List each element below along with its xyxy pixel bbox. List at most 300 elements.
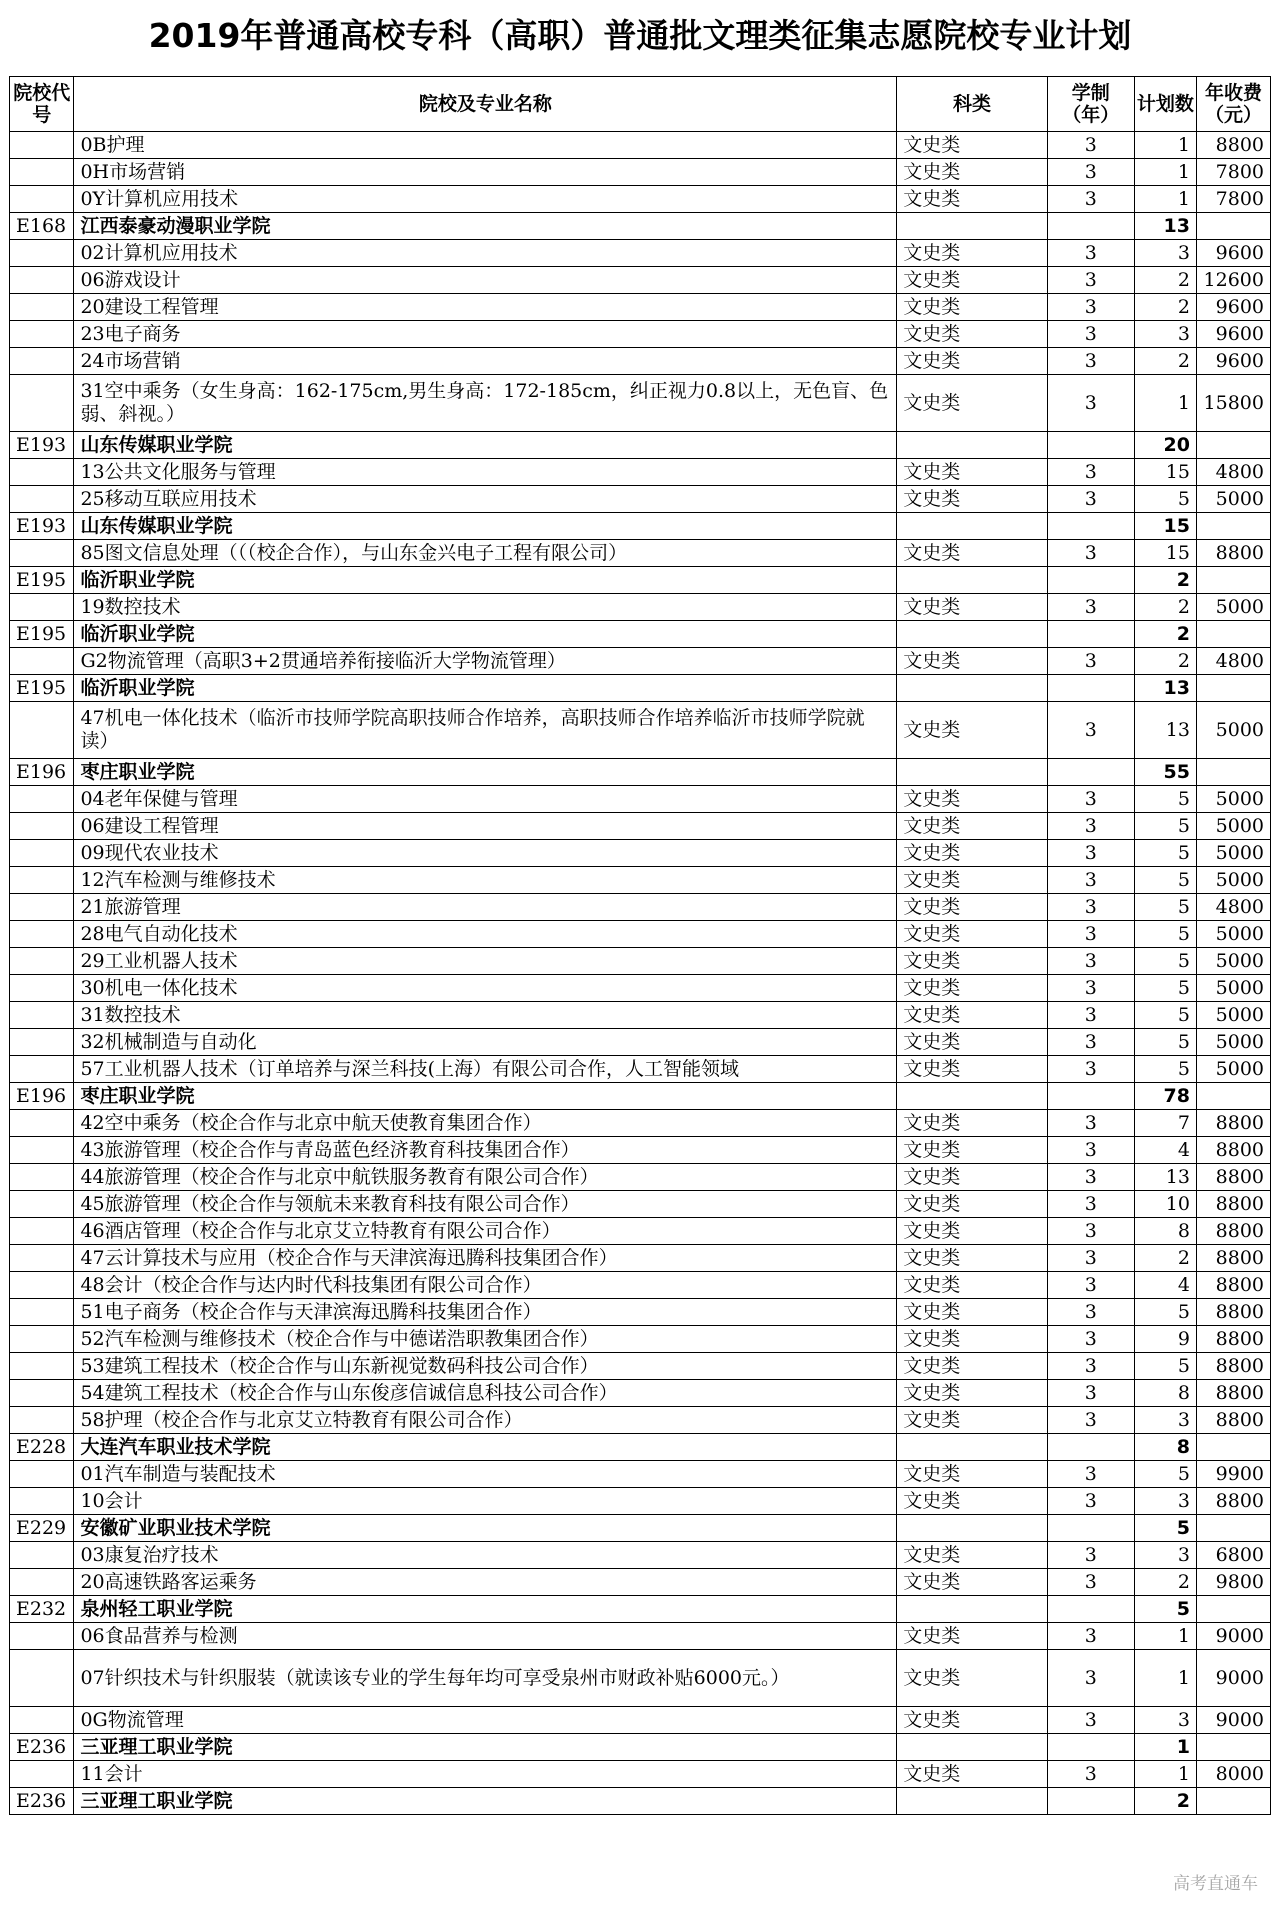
cell-category: 文史类 <box>897 1761 1047 1788</box>
enrollment-plan-table <box>9 76 1271 1815</box>
cell-code <box>10 1461 74 1488</box>
major-row <box>10 1272 1271 1299</box>
cell-name: 42空中乘务（校企合作与北京中航天使教育集团合作） <box>74 1110 897 1137</box>
cell-fee: 9600 <box>1196 321 1270 348</box>
cell-years <box>1047 1788 1134 1815</box>
cell-fee: 6800 <box>1196 1542 1270 1569</box>
cell-code <box>10 540 74 567</box>
cell-name: 19数控技术 <box>74 594 897 621</box>
cell-code <box>10 1299 74 1326</box>
cell-code <box>10 1326 74 1353</box>
cell-plan: 5 <box>1134 786 1196 813</box>
cell-fee: 8800 <box>1196 1299 1270 1326</box>
cell-years: 3 <box>1047 648 1134 675</box>
major-row <box>10 1707 1271 1734</box>
school-row <box>10 621 1271 648</box>
cell-years: 3 <box>1047 921 1134 948</box>
cell-years: 3 <box>1047 1761 1134 1788</box>
cell-category: 文史类 <box>897 486 1047 513</box>
cell-fee: 5000 <box>1196 840 1270 867</box>
cell-name: 临沂职业学院 <box>74 567 897 594</box>
cell-fee <box>1196 513 1270 540</box>
header-years: 学制（年） <box>1047 77 1134 132</box>
cell-years <box>1047 213 1134 240</box>
cell-years: 3 <box>1047 1110 1134 1137</box>
cell-category <box>897 213 1047 240</box>
cell-years: 3 <box>1047 1707 1134 1734</box>
school-row <box>10 759 1271 786</box>
cell-fee: 8800 <box>1196 132 1270 159</box>
cell-name: 31空中乘务（女生身高：162-175cm,男生身高：172-185cm，纠正视力0.8以上，无色盲、色弱、斜视。） <box>74 375 897 432</box>
cell-fee <box>1196 759 1270 786</box>
cell-code <box>10 375 74 432</box>
cell-code: E196 <box>10 1083 74 1110</box>
cell-years: 3 <box>1047 813 1134 840</box>
cell-code: E236 <box>10 1734 74 1761</box>
cell-category: 文史类 <box>897 159 1047 186</box>
table-header-row <box>10 77 1271 132</box>
cell-code <box>10 1218 74 1245</box>
cell-code <box>10 486 74 513</box>
cell-years <box>1047 1596 1134 1623</box>
cell-plan: 1 <box>1134 1623 1196 1650</box>
major-row <box>10 267 1271 294</box>
cell-fee: 9000 <box>1196 1707 1270 1734</box>
cell-years: 3 <box>1047 159 1134 186</box>
cell-plan: 15 <box>1134 459 1196 486</box>
cell-name: 25移动互联应用技术 <box>74 486 897 513</box>
cell-years: 3 <box>1047 294 1134 321</box>
cell-name: 泉州轻工职业学院 <box>74 1596 897 1623</box>
cell-fee: 5000 <box>1196 921 1270 948</box>
cell-code <box>10 132 74 159</box>
cell-category: 文史类 <box>897 1326 1047 1353</box>
cell-code <box>10 894 74 921</box>
cell-fee: 9800 <box>1196 1569 1270 1596</box>
cell-fee: 8000 <box>1196 1761 1270 1788</box>
cell-name: 85图文信息处理（（（校企合作），与山东金兴电子工程有限公司） <box>74 540 897 567</box>
cell-fee: 4800 <box>1196 648 1270 675</box>
cell-code: E228 <box>10 1434 74 1461</box>
cell-category: 文史类 <box>897 132 1047 159</box>
cell-plan: 13 <box>1134 213 1196 240</box>
cell-code: E168 <box>10 213 74 240</box>
cell-years <box>1047 1515 1134 1542</box>
major-row <box>10 786 1271 813</box>
cell-code: E232 <box>10 1596 74 1623</box>
cell-plan: 13 <box>1134 675 1196 702</box>
major-row <box>10 1137 1271 1164</box>
cell-code <box>10 1623 74 1650</box>
cell-fee: 5000 <box>1196 1002 1270 1029</box>
cell-name: 58护理（校企合作与北京艾立特教育有限公司合作） <box>74 1407 897 1434</box>
cell-fee: 5000 <box>1196 1056 1270 1083</box>
cell-plan: 3 <box>1134 1488 1196 1515</box>
cell-category: 文史类 <box>897 540 1047 567</box>
major-row <box>10 1326 1271 1353</box>
cell-plan: 2 <box>1134 267 1196 294</box>
cell-years: 3 <box>1047 240 1134 267</box>
cell-years: 3 <box>1047 1326 1134 1353</box>
cell-plan: 2 <box>1134 348 1196 375</box>
school-row <box>10 675 1271 702</box>
cell-code: E195 <box>10 567 74 594</box>
cell-years: 3 <box>1047 840 1134 867</box>
cell-name: 24市场营销 <box>74 348 897 375</box>
cell-plan: 2 <box>1134 621 1196 648</box>
cell-code <box>10 1761 74 1788</box>
cell-years: 3 <box>1047 1218 1134 1245</box>
major-row <box>10 1542 1271 1569</box>
cell-code <box>10 948 74 975</box>
cell-plan: 55 <box>1134 759 1196 786</box>
cell-plan: 5 <box>1134 1515 1196 1542</box>
cell-code <box>10 240 74 267</box>
cell-fee <box>1196 1734 1270 1761</box>
cell-code <box>10 594 74 621</box>
cell-name: 20建设工程管理 <box>74 294 897 321</box>
cell-plan: 13 <box>1134 702 1196 759</box>
cell-plan: 5 <box>1134 1056 1196 1083</box>
cell-plan: 3 <box>1134 321 1196 348</box>
cell-plan: 8 <box>1134 1380 1196 1407</box>
cell-code: E196 <box>10 759 74 786</box>
cell-plan: 15 <box>1134 540 1196 567</box>
cell-code <box>10 1542 74 1569</box>
cell-years: 3 <box>1047 1569 1134 1596</box>
cell-fee: 8800 <box>1196 1272 1270 1299</box>
cell-years: 3 <box>1047 1650 1134 1707</box>
cell-name: 20高速铁路客运乘务 <box>74 1569 897 1596</box>
cell-code <box>10 1569 74 1596</box>
cell-name: 07针织技术与针织服装（就读该专业的学生每年均可享受泉州市财政补贴6000元。） <box>74 1650 897 1707</box>
cell-name: 21旅游管理 <box>74 894 897 921</box>
cell-years <box>1047 621 1134 648</box>
cell-plan: 2 <box>1134 1569 1196 1596</box>
cell-code: E193 <box>10 513 74 540</box>
cell-category: 文史类 <box>897 1056 1047 1083</box>
major-row <box>10 921 1271 948</box>
cell-fee <box>1196 1596 1270 1623</box>
header-plan: 计划数 <box>1134 77 1196 132</box>
cell-years: 3 <box>1047 1488 1134 1515</box>
cell-category <box>897 432 1047 459</box>
cell-code: E236 <box>10 1788 74 1815</box>
cell-category <box>897 675 1047 702</box>
cell-plan: 3 <box>1134 1707 1196 1734</box>
cell-name: 0B护理 <box>74 132 897 159</box>
cell-years: 3 <box>1047 132 1134 159</box>
cell-years: 3 <box>1047 1623 1134 1650</box>
cell-name: 0Y计算机应用技术 <box>74 186 897 213</box>
cell-category <box>897 1788 1047 1815</box>
cell-years: 3 <box>1047 1002 1134 1029</box>
cell-fee: 5000 <box>1196 948 1270 975</box>
cell-years: 3 <box>1047 1461 1134 1488</box>
cell-plan: 78 <box>1134 1083 1196 1110</box>
cell-fee: 8800 <box>1196 1488 1270 1515</box>
cell-years: 3 <box>1047 1299 1134 1326</box>
header-code: 院校代号 <box>10 77 74 132</box>
school-row <box>10 513 1271 540</box>
cell-code <box>10 267 74 294</box>
cell-fee: 9000 <box>1196 1650 1270 1707</box>
cell-plan: 2 <box>1134 594 1196 621</box>
major-row <box>10 1056 1271 1083</box>
cell-code <box>10 1029 74 1056</box>
cell-plan: 1 <box>1134 1734 1196 1761</box>
major-row <box>10 1623 1271 1650</box>
cell-plan: 10 <box>1134 1191 1196 1218</box>
table-body <box>10 132 1271 1815</box>
school-row <box>10 1515 1271 1542</box>
cell-plan: 5 <box>1134 486 1196 513</box>
cell-name: 0G物流管理 <box>74 1707 897 1734</box>
cell-code <box>10 1488 74 1515</box>
major-row <box>10 186 1271 213</box>
cell-name: 三亚理工职业学院 <box>74 1788 897 1815</box>
cell-code <box>10 921 74 948</box>
cell-code <box>10 1110 74 1137</box>
cell-years <box>1047 1434 1134 1461</box>
cell-code <box>10 1272 74 1299</box>
cell-fee: 12600 <box>1196 267 1270 294</box>
cell-years: 3 <box>1047 375 1134 432</box>
school-row <box>10 1083 1271 1110</box>
cell-name: 枣庄职业学院 <box>74 759 897 786</box>
major-row <box>10 1299 1271 1326</box>
cell-name: 山东传媒职业学院 <box>74 513 897 540</box>
cell-name: 01汽车制造与装配技术 <box>74 1461 897 1488</box>
cell-name: 11会计 <box>74 1761 897 1788</box>
cell-category: 文史类 <box>897 867 1047 894</box>
cell-code <box>10 813 74 840</box>
cell-fee: 8800 <box>1196 1407 1270 1434</box>
cell-code <box>10 459 74 486</box>
cell-fee: 5000 <box>1196 813 1270 840</box>
school-row <box>10 1596 1271 1623</box>
cell-plan: 5 <box>1134 867 1196 894</box>
cell-category: 文史类 <box>897 1650 1047 1707</box>
cell-years: 3 <box>1047 1407 1134 1434</box>
cell-plan: 20 <box>1134 432 1196 459</box>
cell-fee: 5000 <box>1196 975 1270 1002</box>
school-row <box>10 1434 1271 1461</box>
cell-fee: 4800 <box>1196 894 1270 921</box>
cell-category: 文史类 <box>897 459 1047 486</box>
major-row <box>10 1650 1271 1707</box>
cell-category: 文史类 <box>897 1488 1047 1515</box>
cell-category: 文史类 <box>897 348 1047 375</box>
cell-fee: 8800 <box>1196 1326 1270 1353</box>
cell-plan: 5 <box>1134 840 1196 867</box>
cell-code <box>10 975 74 1002</box>
watermark: 高考直通车 <box>1173 1874 1258 1894</box>
cell-plan: 3 <box>1134 1542 1196 1569</box>
cell-category: 文史类 <box>897 894 1047 921</box>
major-row <box>10 1245 1271 1272</box>
cell-plan: 8 <box>1134 1434 1196 1461</box>
cell-code <box>10 348 74 375</box>
cell-years <box>1047 432 1134 459</box>
major-row <box>10 867 1271 894</box>
cell-fee: 4800 <box>1196 459 1270 486</box>
cell-name: 06游戏设计 <box>74 267 897 294</box>
cell-category <box>897 1434 1047 1461</box>
cell-fee <box>1196 675 1270 702</box>
major-row <box>10 1353 1271 1380</box>
cell-fee: 5000 <box>1196 702 1270 759</box>
major-row <box>10 813 1271 840</box>
cell-category <box>897 1734 1047 1761</box>
cell-fee: 8800 <box>1196 1191 1270 1218</box>
cell-code <box>10 186 74 213</box>
cell-category: 文史类 <box>897 1137 1047 1164</box>
cell-plan: 5 <box>1134 1353 1196 1380</box>
major-row <box>10 132 1271 159</box>
cell-code <box>10 648 74 675</box>
cell-plan: 5 <box>1134 1596 1196 1623</box>
cell-category: 文史类 <box>897 267 1047 294</box>
cell-name: 54建筑工程技术（校企合作与山东俊彦信诚信息科技公司合作） <box>74 1380 897 1407</box>
cell-name: 三亚理工职业学院 <box>74 1734 897 1761</box>
cell-name: 23电子商务 <box>74 321 897 348</box>
cell-code: E195 <box>10 675 74 702</box>
cell-years: 3 <box>1047 948 1134 975</box>
cell-name: 53建筑工程技术（校企合作与山东新视觉数码科技公司合作） <box>74 1353 897 1380</box>
cell-years: 3 <box>1047 867 1134 894</box>
cell-name: 10会计 <box>74 1488 897 1515</box>
cell-category: 文史类 <box>897 1029 1047 1056</box>
cell-plan: 1 <box>1134 375 1196 432</box>
cell-name: 枣庄职业学院 <box>74 1083 897 1110</box>
cell-years: 3 <box>1047 786 1134 813</box>
cell-code: E193 <box>10 432 74 459</box>
cell-plan: 3 <box>1134 1407 1196 1434</box>
cell-fee: 7800 <box>1196 159 1270 186</box>
cell-name: 04老年保健与管理 <box>74 786 897 813</box>
cell-category: 文史类 <box>897 1245 1047 1272</box>
major-row <box>10 702 1271 759</box>
school-row <box>10 1788 1271 1815</box>
cell-code <box>10 840 74 867</box>
cell-years: 3 <box>1047 1353 1134 1380</box>
cell-years <box>1047 675 1134 702</box>
cell-category: 文史类 <box>897 1272 1047 1299</box>
cell-plan: 1 <box>1134 132 1196 159</box>
cell-fee: 15800 <box>1196 375 1270 432</box>
cell-category: 文史类 <box>897 1380 1047 1407</box>
cell-years: 3 <box>1047 1137 1134 1164</box>
cell-years <box>1047 567 1134 594</box>
cell-category: 文史类 <box>897 1218 1047 1245</box>
cell-years: 3 <box>1047 186 1134 213</box>
cell-plan: 5 <box>1134 921 1196 948</box>
cell-name: 临沂职业学院 <box>74 675 897 702</box>
cell-name: 09现代农业技术 <box>74 840 897 867</box>
major-row <box>10 1380 1271 1407</box>
cell-code <box>10 1056 74 1083</box>
major-row <box>10 1110 1271 1137</box>
cell-name: 临沂职业学院 <box>74 621 897 648</box>
cell-code <box>10 1245 74 1272</box>
cell-plan: 15 <box>1134 513 1196 540</box>
major-row <box>10 948 1271 975</box>
cell-years <box>1047 513 1134 540</box>
cell-plan: 1 <box>1134 159 1196 186</box>
major-row <box>10 1191 1271 1218</box>
major-row <box>10 540 1271 567</box>
cell-fee: 9600 <box>1196 294 1270 321</box>
cell-plan: 2 <box>1134 567 1196 594</box>
cell-fee: 5000 <box>1196 594 1270 621</box>
cell-code <box>10 321 74 348</box>
cell-category: 文史类 <box>897 1164 1047 1191</box>
cell-years: 3 <box>1047 894 1134 921</box>
cell-fee: 8800 <box>1196 540 1270 567</box>
cell-code <box>10 294 74 321</box>
major-row <box>10 375 1271 432</box>
cell-fee: 5000 <box>1196 867 1270 894</box>
cell-fee: 9600 <box>1196 348 1270 375</box>
major-row <box>10 1407 1271 1434</box>
header-fee: 年收费（元） <box>1196 77 1270 132</box>
major-row <box>10 894 1271 921</box>
cell-plan: 4 <box>1134 1137 1196 1164</box>
cell-name: 46酒店管理（校企合作与北京艾立特教育有限公司合作） <box>74 1218 897 1245</box>
cell-code <box>10 1164 74 1191</box>
cell-plan: 5 <box>1134 948 1196 975</box>
cell-name: G2物流管理（高职3+2贯通培养衔接临沂大学物流管理） <box>74 648 897 675</box>
cell-fee: 9000 <box>1196 1623 1270 1650</box>
cell-category <box>897 621 1047 648</box>
cell-fee <box>1196 1434 1270 1461</box>
cell-plan: 5 <box>1134 894 1196 921</box>
cell-years: 3 <box>1047 459 1134 486</box>
cell-name: 江西泰豪动漫职业学院 <box>74 213 897 240</box>
cell-plan: 2 <box>1134 1788 1196 1815</box>
cell-name: 02计算机应用技术 <box>74 240 897 267</box>
cell-category <box>897 1596 1047 1623</box>
cell-category: 文史类 <box>897 375 1047 432</box>
cell-name: 06食品营养与检测 <box>74 1623 897 1650</box>
cell-name: 31数控技术 <box>74 1002 897 1029</box>
cell-name: 12汽车检测与维修技术 <box>74 867 897 894</box>
major-row <box>10 1461 1271 1488</box>
cell-years: 3 <box>1047 486 1134 513</box>
cell-fee <box>1196 432 1270 459</box>
school-row <box>10 1734 1271 1761</box>
cell-years: 3 <box>1047 1245 1134 1272</box>
cell-plan: 5 <box>1134 1299 1196 1326</box>
cell-category: 文史类 <box>897 1353 1047 1380</box>
cell-fee: 5000 <box>1196 1029 1270 1056</box>
cell-code: E195 <box>10 621 74 648</box>
cell-category: 文史类 <box>897 1623 1047 1650</box>
major-row <box>10 459 1271 486</box>
cell-category: 文史类 <box>897 813 1047 840</box>
cell-category: 文史类 <box>897 321 1047 348</box>
cell-code <box>10 1137 74 1164</box>
cell-code <box>10 1380 74 1407</box>
cell-fee: 8800 <box>1196 1353 1270 1380</box>
cell-name: 44旅游管理（校企合作与北京中航铁服务教育有限公司合作） <box>74 1164 897 1191</box>
cell-category: 文史类 <box>897 1110 1047 1137</box>
cell-category: 文史类 <box>897 786 1047 813</box>
cell-years: 3 <box>1047 540 1134 567</box>
cell-code <box>10 1650 74 1707</box>
cell-years: 3 <box>1047 1272 1134 1299</box>
